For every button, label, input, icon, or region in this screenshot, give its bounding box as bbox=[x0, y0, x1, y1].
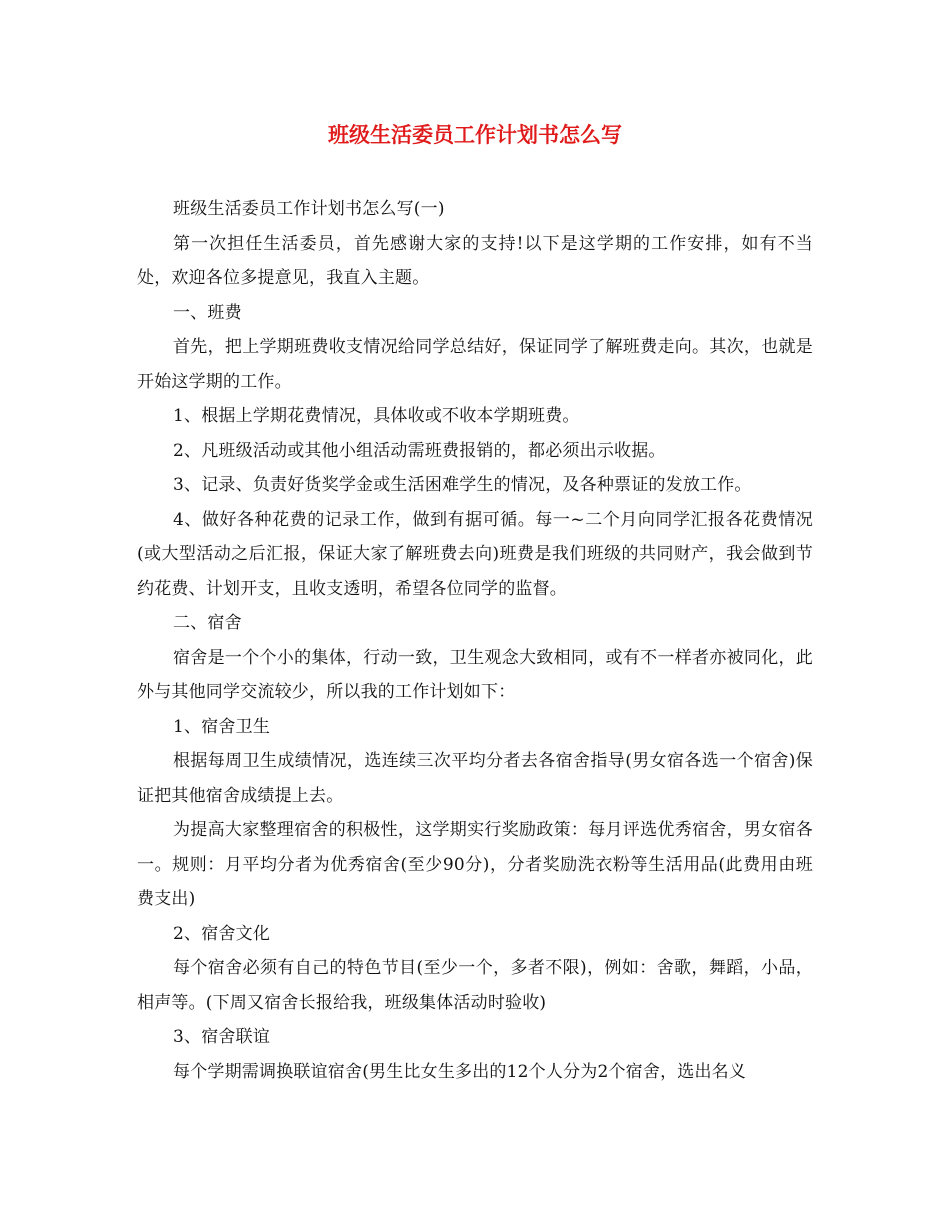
section-heading-class-fee: 一、班费 bbox=[173, 302, 242, 323]
dorm-culture-paragraph: 每个宿舍必须有自己的特色节目(至少一个，多者不限)，例如：舍歌，舞蹈，小品，相声等。(下周又宿舍长报给我，班级集体活动时验收) bbox=[137, 958, 813, 1013]
dorm-hygiene-paragraph-1: 根据每周卫生成绩情况，选连续三次平均分者去各宿舍指导(男女宿各选一个宿舍)保证把其他宿舍成绩提上去。 bbox=[137, 751, 813, 806]
class-fee-item-4: 4、做好各种花费的记录工作，做到有据可循。每一~二个月向同学汇报各花费情况(或大型活动之后汇报，保证大家了解班费去向)班费是我们班级的共同财产，我会做到节约花费、计划开支，且收支透明，希望各位同学的监督。 bbox=[137, 509, 813, 599]
document-body bbox=[137, 192, 813, 1089]
class-fee-item-1: 1、根据上学期花费情况，具体收或不收本学期班费。 bbox=[173, 406, 580, 426]
subtitle-paragraph: 班级生活委员工作计划书怎么写(一) bbox=[173, 199, 445, 219]
dorm-hygiene-paragraph-2: 为提高大家整理宿舍的积极性，这学期实行奖励政策：每月评选优秀宿舍，男女宿各一。规则：月平均分者为优秀宿舍(至少90分)，分者奖励洗衣粉等生活用品(此费用由班费支出) bbox=[137, 820, 813, 909]
class-fee-item-3: 3、记录、负责好货奖学金或生活困难学生的情况，及各种票证的发放工作。 bbox=[173, 475, 752, 495]
document-title: 班级生活委员工作计划书怎么写 bbox=[328, 123, 622, 147]
dorm-social-paragraph: 每个学期需调换联谊宿舍(男生比女生多出的12个人分为2个宿舍，选出名义 bbox=[173, 1061, 747, 1082]
section-heading-dormitory: 二、宿舍 bbox=[173, 613, 242, 633]
class-fee-intro-paragraph: 首先，把上学期班费收支情况给同学总结好，保证同学了解班费走向。其次，也就是开始这学期的工作。 bbox=[137, 337, 813, 392]
subheading-dorm-culture: 2、宿舍文化 bbox=[173, 923, 271, 944]
class-fee-item-2: 2、凡班级活动或其他小组活动需班费报销的，都必须出示收据。 bbox=[173, 440, 666, 461]
intro-paragraph: 第一次担任生活委员，首先感谢大家的支持!以下是这学期的工作安排，如有不当处，欢迎各位多提意见，我直入主题。 bbox=[137, 233, 813, 288]
subheading-dorm-hygiene: 1、宿舍卫生 bbox=[173, 716, 271, 737]
subheading-dorm-social: 3、宿舍联谊 bbox=[173, 1027, 271, 1047]
dormitory-intro-paragraph: 宿舍是一个个小的集体，行动一致，卫生观念大致相同，或有不一样者亦被同化，此外与其他同学交流较少，所以我的工作计划如下： bbox=[137, 647, 813, 702]
